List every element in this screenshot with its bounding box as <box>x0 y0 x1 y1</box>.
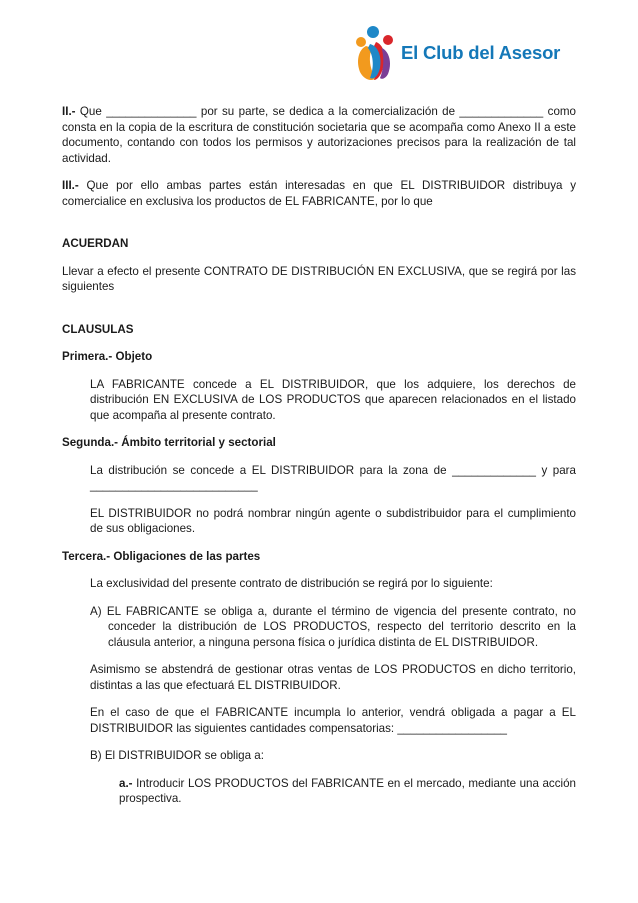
logo-text: El Club del Asesor <box>401 42 561 63</box>
clause-tercera-item-b: B) El DISTRIBUIDOR se obliga a: <box>90 749 264 762</box>
clause-primera-text: LA FABRICANTE concede a EL DISTRIBUIDOR, que los adquiere, los derechos de distribución EN EXCLUSIVA de LOS PRODUCTOS que aparecen relacionados en el listado que acompaña al presente contrato. <box>90 377 576 422</box>
heading-clausulas: CLAUSULAS <box>62 322 134 336</box>
item-b-a-text: Introducir LOS PRODUCTOS del FABRICANTE en el mercado, mediante una acción prospectiva. <box>119 776 576 805</box>
paragraph-ii <box>62 104 576 166</box>
document-body <box>62 104 576 807</box>
clause-tercera-item-a: A) EL FABRICANTE se obliga a, durante el término de vigencia del presente contrato, no conceder la distribución de LOS PRODUCTOS, respecto del territorio descrito en la cláusula anterior, a ninguna persona física o jurídica distinta de EL DISTRIBUIDOR. <box>90 604 576 649</box>
paragraph-iii <box>62 178 576 209</box>
clause-segunda-text-1: La distribución se concede a EL DISTRIBUIDOR para la zona de _____________ y para __________________________ <box>90 463 576 492</box>
paragraph-iii-text: Que por ello ambas partes están interesadas en que EL DISTRIBUIDOR distribuya y comercialice en exclusiva los productos de EL FABRICANTE, por lo que <box>62 179 576 208</box>
clause-tercera-title: Tercera.- Obligaciones de las partes <box>62 549 261 563</box>
clause-tercera-item-b-a <box>119 776 576 807</box>
clause-segunda-title: Segunda.- Ámbito territorial y sectorial <box>62 436 276 449</box>
acuerdan-text: Llevar a efecto el presente CONTRATO DE DISTRIBUCIÓN EN EXCLUSIVA, que se regirá por las siguientes <box>62 264 576 293</box>
paragraph-ii-number: II.- <box>62 105 76 118</box>
clause-primera-title: Primera.- Objeto <box>62 350 153 363</box>
clause-segunda-text-2: EL DISTRIBUIDOR no podrá nombrar ningún agente o subdistribuidor para el cumplimiento de sus obligaciones. <box>90 506 576 535</box>
clause-tercera-text-1: La exclusividad del presente contrato de distribución se regirá por lo siguiente: <box>90 577 493 590</box>
paragraph-ii-text: Que ______________ por su parte, se dedica a la comercialización de _____________ como consta en la copia de la escritura de constitución societaria que se acompaña como Anexo II a este documento, contando con todos los permisos y autorizaciones precisos para la realización de tal actividad. <box>62 105 576 165</box>
item-b-a-letter: a.- <box>119 776 133 790</box>
heading-acuerdan: ACUERDAN <box>62 237 129 250</box>
clause-tercera-text-3: En el caso de que el FABRICANTE incumpla lo anterior, vendrá obligada a pagar a EL DISTRIBUIDOR las siguientes cantidades compensatorias: _________________ <box>90 706 576 735</box>
paragraph-iii-number: III.- <box>62 179 79 192</box>
club-logo <box>352 22 582 86</box>
clause-tercera-text-2: Asimismo se abstendrá de gestionar otras ventas de LOS PRODUCTOS en dicho territorio, distintas a las que efectuará EL DISTRIBUIDOR. <box>90 663 576 692</box>
logo-people-icon <box>352 22 400 86</box>
